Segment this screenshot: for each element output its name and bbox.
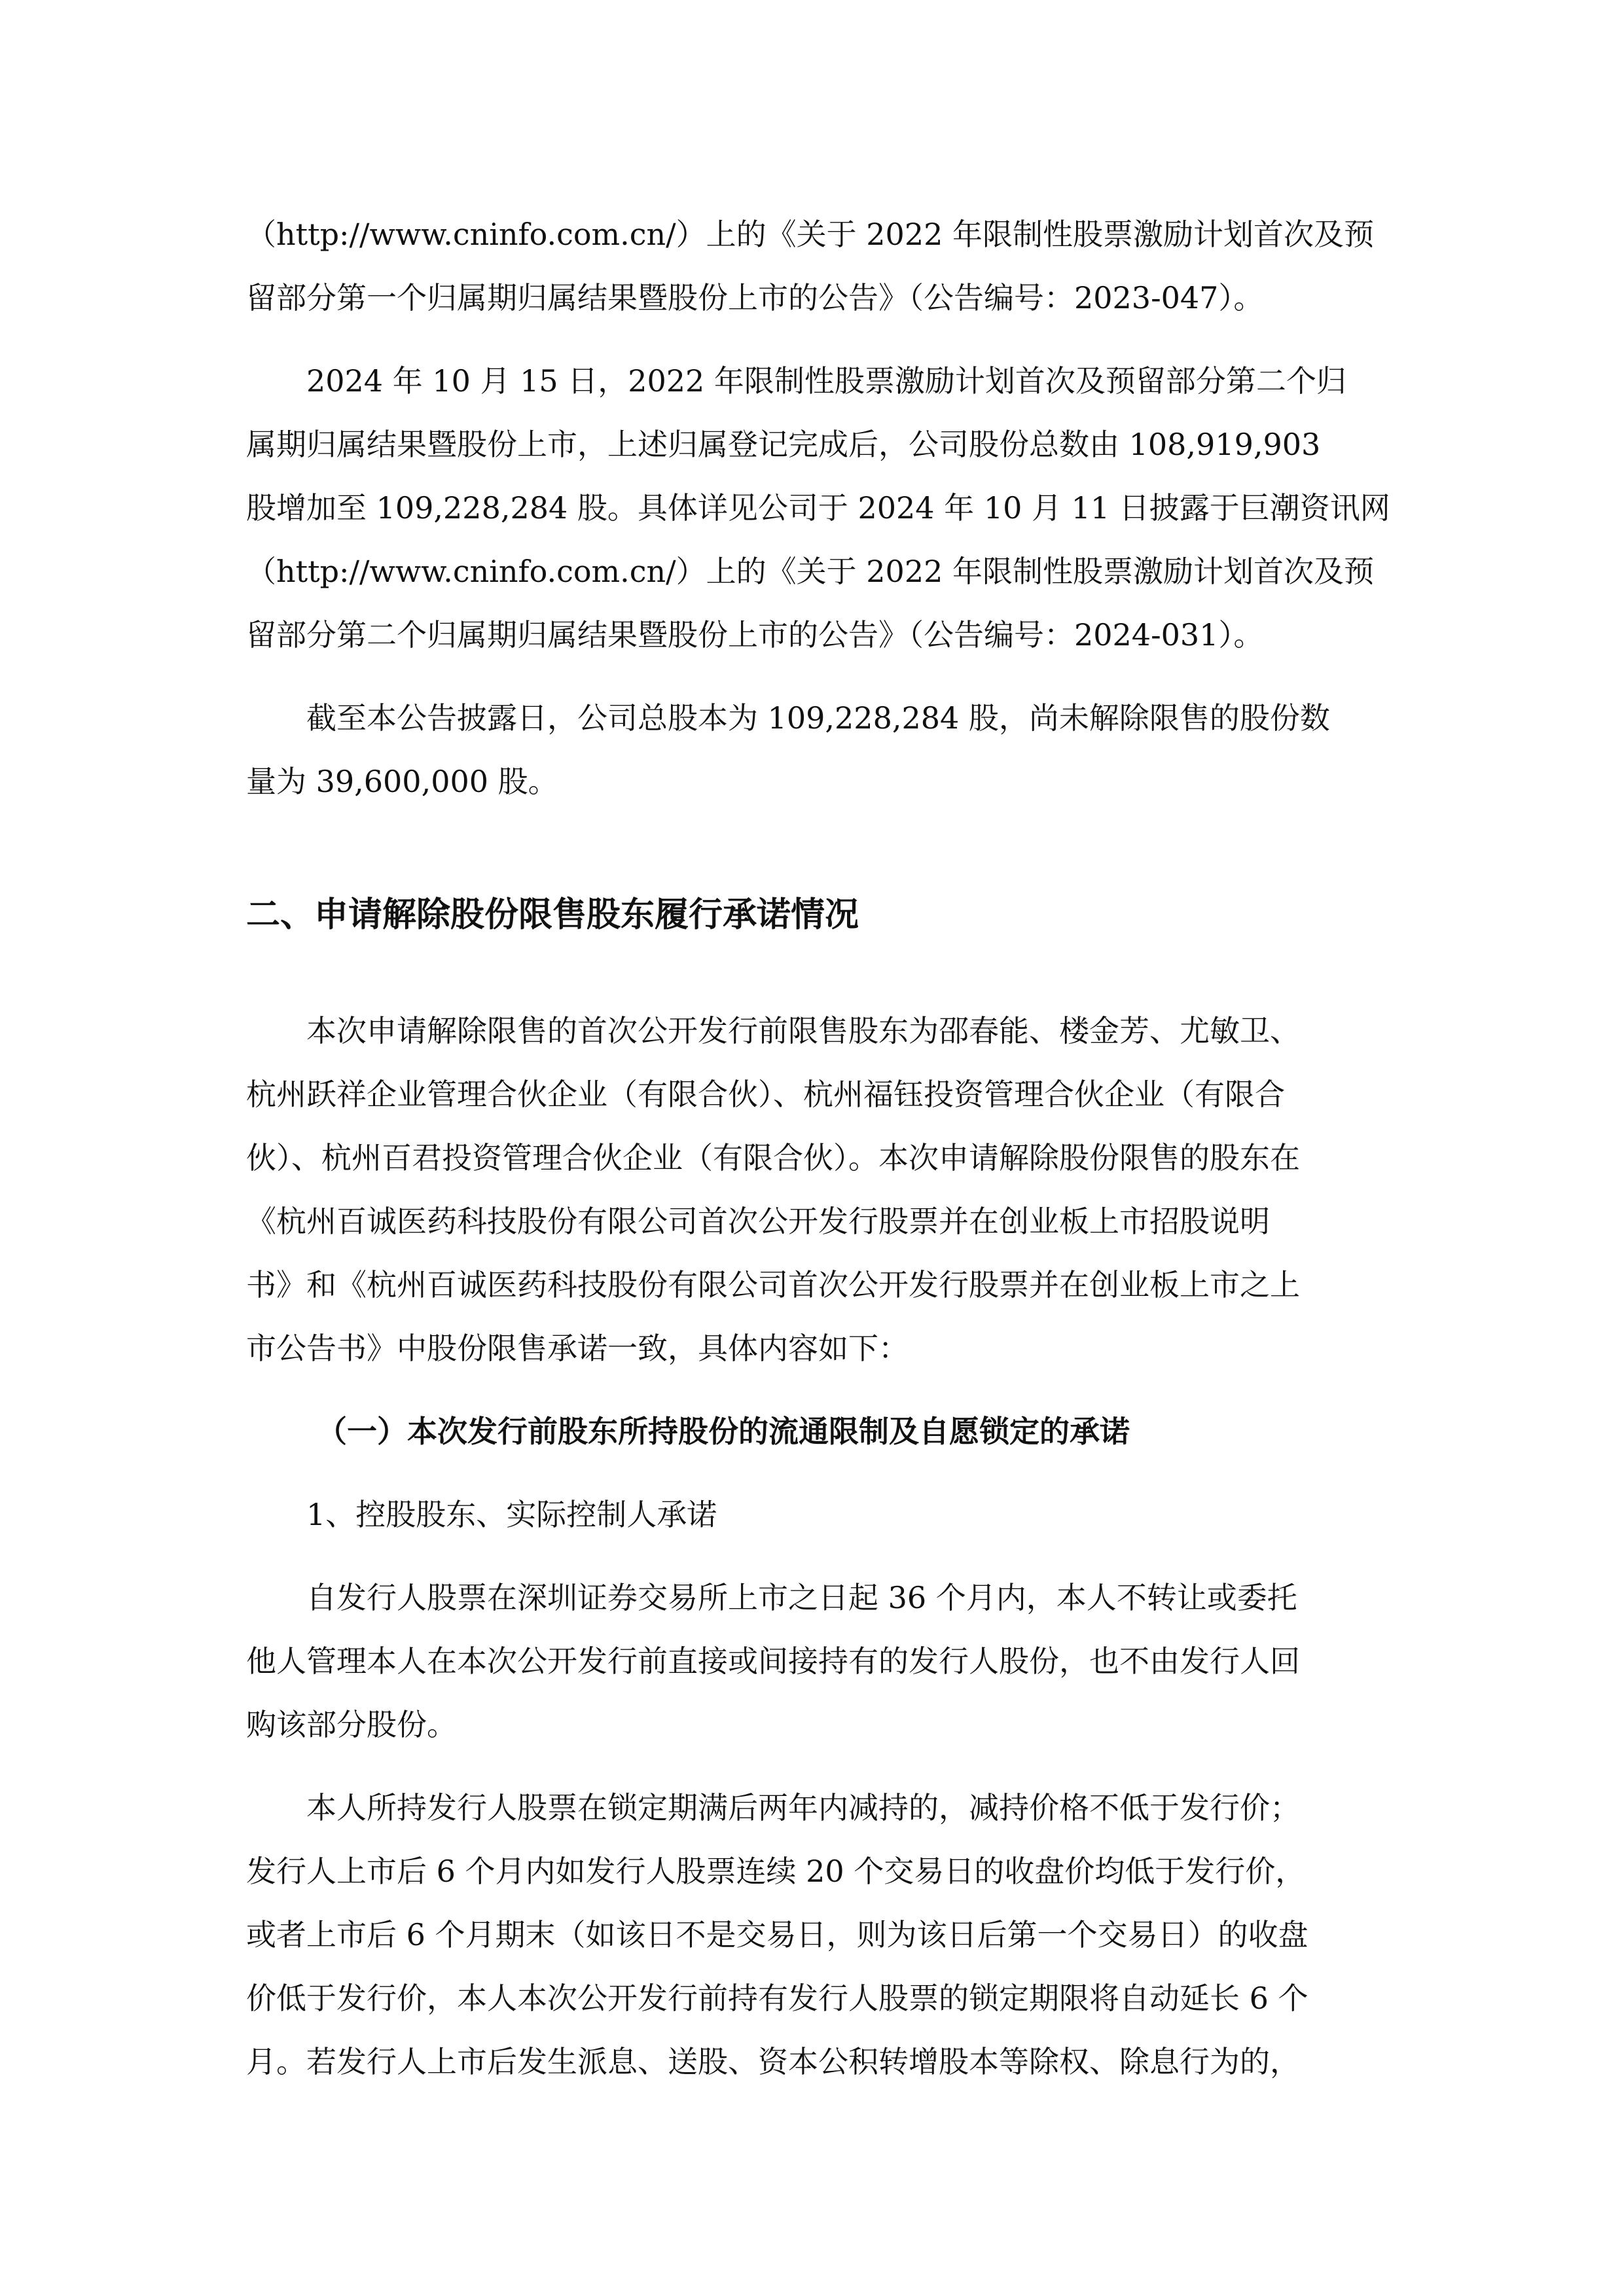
text-line: 本人所持发行人股票在锁定期满后两年内减持的，减持价格不低于发行价； (306, 1790, 1300, 1825)
paragraph-second-vesting-period (246, 350, 1390, 667)
document-page (246, 203, 1390, 2094)
text-line: 1、控股股东、实际控制人承诺 (306, 1497, 717, 1532)
text-line: 市公告书》中股份限售承诺一致，具体内容如下： (246, 1331, 909, 1366)
paragraph-lockup-36-months (246, 1566, 1385, 1757)
paragraph-commitment-title (246, 1483, 1385, 1547)
text-line: 自发行人股票在深圳证券交易所上市之日起 36 个月内，本人不转让或委托 (306, 1580, 1297, 1615)
text-line: 月。若发行人上市后发生派息、送股、资本公积转增股本等除权、除息行为的， (246, 2044, 1300, 2079)
text-line: 股增加至 109,228,284 股。具体详见公司于 2024 年 10 月 11 日披露于巨潮资讯网 (246, 490, 1390, 526)
text-line: 购该部分股份。 (246, 1707, 457, 1742)
text-line: （http://www.cninfo.com.cn/）上的《关于 2022 年限制性股票激励计划首次及预 (246, 217, 1374, 252)
text-line: 留部分第一个归属期归属结果暨股份上市的公告》（公告编号：2023-047）。 (246, 280, 1264, 315)
text-line: 量为 39,600,000 股。 (246, 764, 558, 799)
text-line: 伙）、杭州百君投资管理合伙企业（有限合伙）。本次申请解除股份限售的股东在 (246, 1140, 1300, 1175)
paragraph-restricted-shareholders (246, 999, 1385, 1380)
paragraph-total-share-capital (246, 687, 1385, 814)
text-line: 属期归属结果暨股份上市，上述归属登记完成后，公司股份总数由 108,919,903 (246, 427, 1321, 462)
text-line: 留部分第二个归属期归属结果暨股份上市的公告》（公告编号：2024-031）。 (246, 617, 1264, 653)
text-line: 本次申请解除限售的首次公开发行前限售股东为邵春能、楼金芳、尤敏卫、 (306, 1013, 1300, 1049)
paragraph-announcement-2023-ref (246, 203, 1385, 330)
text-line: 价低于发行价，本人本次公开发行前持有发行人股票的锁定期限将自动延长 6 个 (246, 1981, 1308, 2016)
text-line: 《杭州百诚医药科技股份有限公司首次公开发行股票并在创业板上市招股说明 (246, 1204, 1270, 1239)
paragraph-reduction-price (246, 1776, 1385, 2094)
text-line: 或者上市后 6 个月期末（如该日不是交易日，则为该日后第一个交易日）的收盘 (246, 1917, 1308, 1952)
text-line: 杭州跃祥企业管理合伙企业（有限合伙）、杭州福钰投资管理合伙企业（有限合 (246, 1077, 1285, 1112)
subsection-heading: （一）本次发行前股东所持股份的流通限制及自愿锁定的承诺 (317, 1414, 1130, 1449)
text-line: 他人管理本人在本次公开发行前直接或间接持有的发行人股份，也不由发行人回 (246, 1643, 1300, 1679)
section-heading: 二、申请解除股份限售股东履行承诺情况 (246, 895, 859, 935)
text-line: 书》和《杭州百诚医药科技股份有限公司首次公开发行股票并在创业板上市之上 (246, 1267, 1300, 1302)
text-line: （http://www.cninfo.com.cn/）上的《关于 2022 年限制性股票激励计划首次及预 (246, 554, 1374, 589)
text-line: 截至本公告披露日，公司总股本为 109,228,284 股，尚未解除限售的股份数 (306, 700, 1330, 736)
text-line: 2024 年 10 月 15 日，2022 年限制性股票激励计划首次及预留部分第二个归 (306, 363, 1346, 399)
text-line: 发行人上市后 6 个月内如发行人股票连续 20 个交易日的收盘价均低于发行价， (246, 1854, 1306, 1889)
